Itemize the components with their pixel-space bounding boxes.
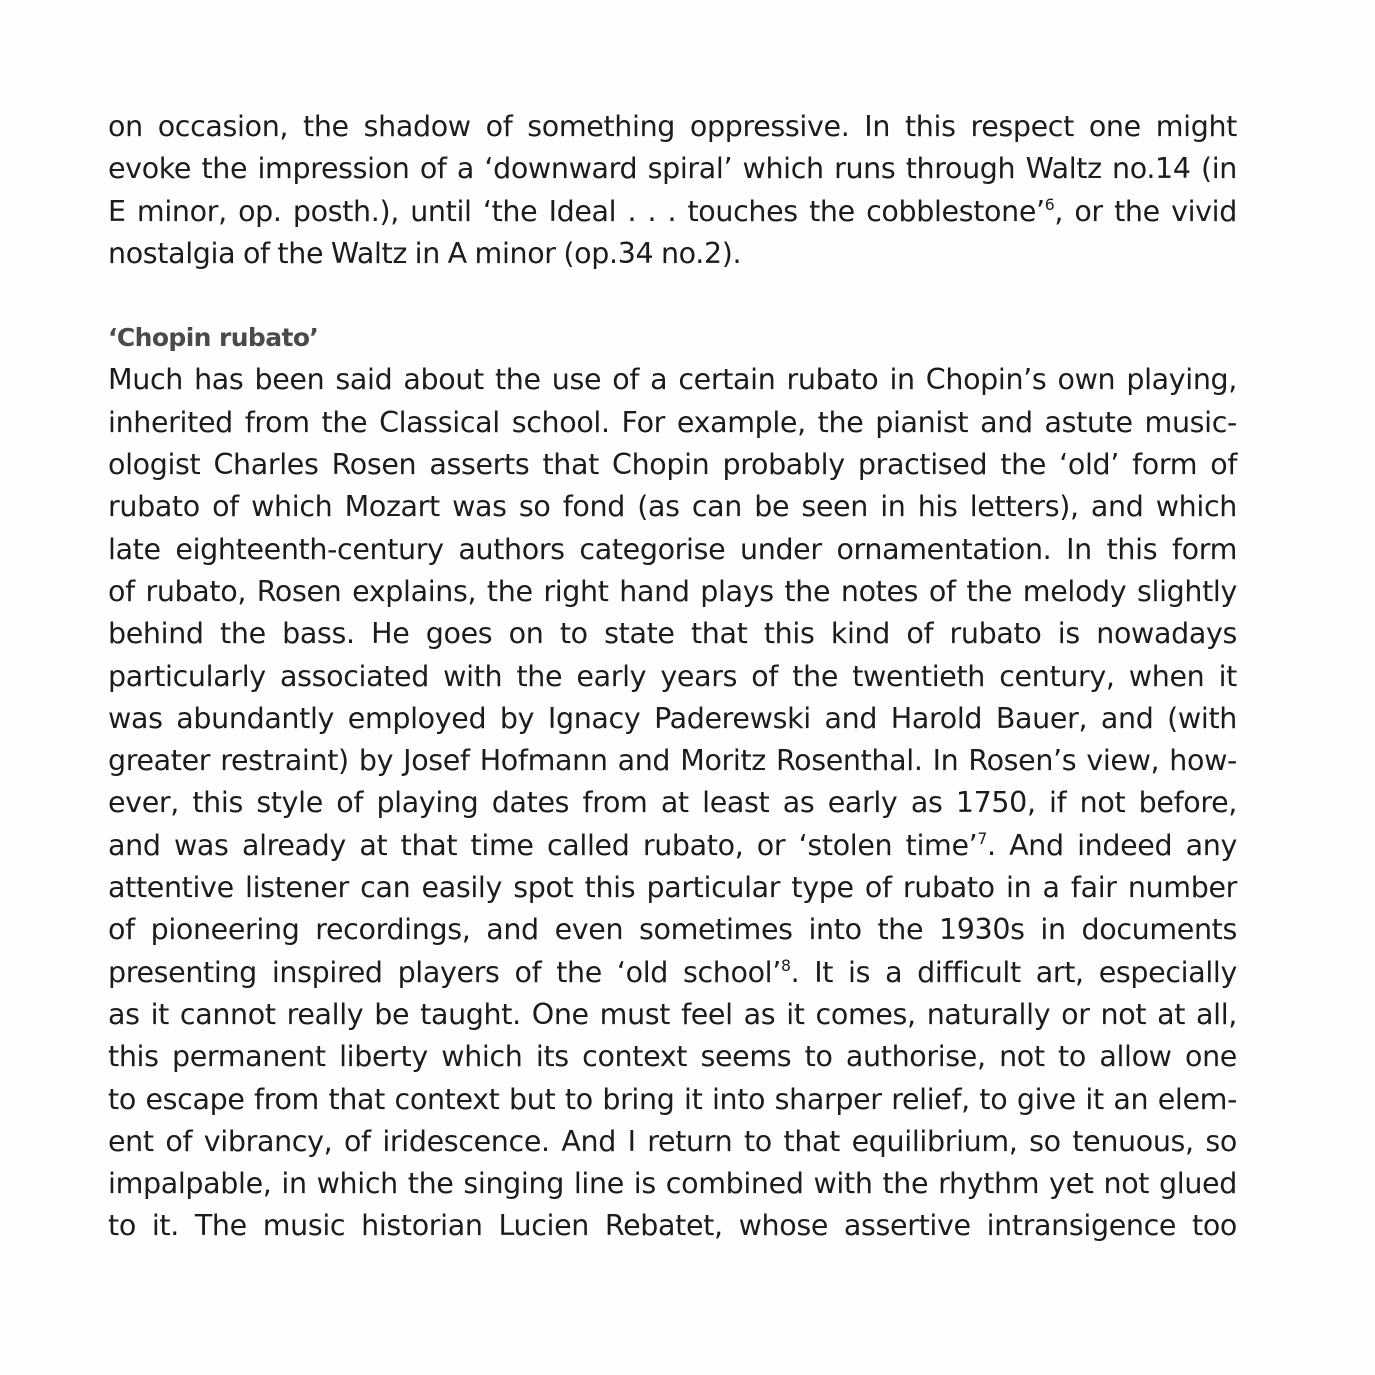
text-line: [108, 825, 1237, 867]
text-line: evoke the impression of a ‘downward spiral’ which runs through Waltz no.14 (in: [108, 152, 1237, 186]
text-segment: . And indeed any: [986, 828, 1237, 862]
text-line: impalpable, in which the singing line is combined with the rhythm yet not glued: [108, 1167, 1237, 1201]
text-line: of rubato, Rosen explains, the right hand plays the notes of the melody slightly: [108, 574, 1237, 608]
footnote-marker: 8: [780, 955, 791, 975]
paragraph-chopin-rubato: [108, 359, 1237, 1247]
text-segment: E minor, op. posth.), until ‘the Ideal . . . touches the cobblestone’: [108, 194, 1045, 228]
text-segment: . It is a difficult art, especially: [790, 955, 1237, 989]
text-line: greater restraint) by Josef Hofmann and Moritz Rosenthal. In Rosen’s view, how-: [108, 744, 1237, 778]
text-line: ever, this style of playing dates from at least as early as 1750, if not before,: [108, 786, 1237, 820]
section-heading: ‘Chopin rubato’: [108, 323, 319, 353]
paragraph-intro: [108, 106, 1237, 275]
text-line: was abundantly employed by Ignacy Paderewski and Harold Bauer, and (with: [108, 701, 1237, 735]
text-line: as it cannot really be taught. One must feel as it comes, naturally or not at all,: [108, 997, 1237, 1031]
text-segment: presenting inspired players of the ‘old school’: [108, 955, 781, 989]
footnote-marker: 7: [977, 828, 987, 848]
text-line: nostalgia of the Waltz in A minor (op.34 no.2).: [108, 236, 742, 270]
text-line: ologist Charles Rosen asserts that Chopin probably practised the ‘old’ form of: [108, 448, 1237, 482]
text-line: behind the bass. He goes on to state that this kind of rubato is nowadays: [108, 617, 1237, 651]
text-line: late eighteenth-century authors categorise under ornamentation. In this form: [108, 532, 1237, 566]
text-line: this permanent liberty which its context seems to authorise, not to allow one: [108, 1040, 1237, 1074]
text-line: attentive listener can easily spot this particular type of rubato in a fair number: [108, 871, 1237, 905]
text-line: [108, 191, 1237, 233]
text-line: ent of vibrancy, of iridescence. And I return to that equilibrium, so tenuous, so: [108, 1124, 1237, 1158]
text-segment: and was already at that time called rubato, or ‘stolen time’: [108, 828, 978, 862]
text-line: [108, 952, 1237, 994]
text-line: to escape from that context but to bring it into sharper relief, to give it an elem-: [108, 1082, 1237, 1116]
text-line: particularly associated with the early years of the twentieth century, when it: [108, 659, 1237, 693]
text-line: Much has been said about the use of a certain rubato in Chopin’s own playing,: [108, 363, 1237, 397]
text-segment: , or the vivid: [1054, 194, 1237, 228]
text-line: to it. The music historian Lucien Rebatet, whose assertive intransigence too: [108, 1209, 1237, 1243]
text-line: inherited from the Classical school. For example, the pianist and astute music-: [108, 405, 1237, 439]
text-line: of pioneering recordings, and even sometimes into the 1930s in documents: [108, 913, 1237, 947]
document-page: [108, 106, 1237, 1248]
text-line: rubato of which Mozart was so fond (as can be seen in his letters), and which: [108, 490, 1237, 524]
footnote-marker: 6: [1044, 194, 1055, 214]
text-line: on occasion, the shadow of something oppressive. In this respect one might: [108, 110, 1237, 143]
